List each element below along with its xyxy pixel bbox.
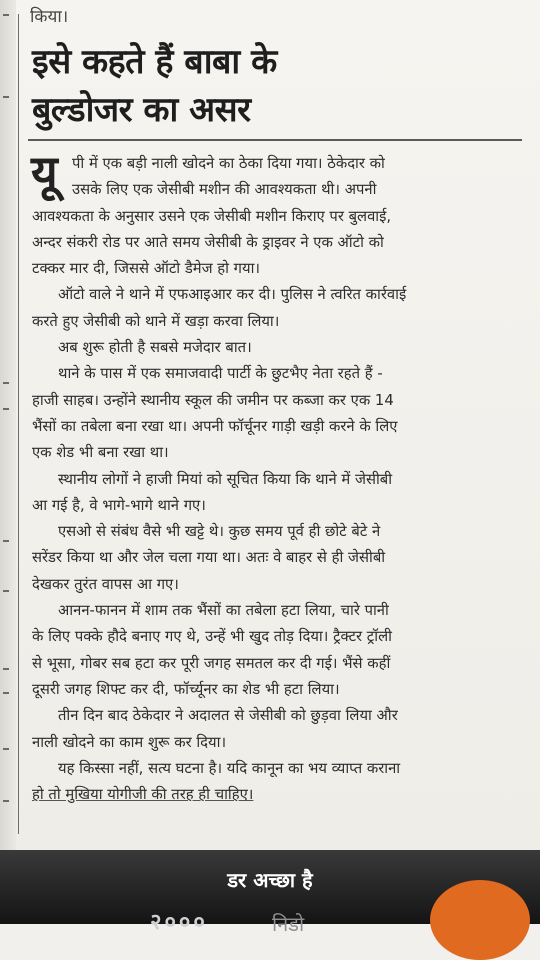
headline-divider <box>28 139 522 141</box>
article-line: एसओ से संबंध वैसे भी खट्टे थे। कुछ समय पूर्व ही छोटे बेटे ने <box>58 523 381 541</box>
drop-cap: यू <box>31 145 58 199</box>
article-line: एक शेड भी बना रखा था। <box>32 444 169 462</box>
gutter-mark <box>3 540 9 542</box>
article-line: आवश्यकता के अनुसार उसने एक जेसीबी मशीन किराए पर बुलवाई, <box>32 207 392 225</box>
article-line: उसके लिए एक जेसीबी मशीन की आवश्यकता थी। अपनी <box>72 181 377 199</box>
article-line: तीन दिन बाद ठेकेदार ने अदालत से जेसीबी को छुड़वा लिया और <box>58 707 398 725</box>
footer-caption: डर अच्छा है <box>227 868 313 892</box>
article-body <box>32 151 524 808</box>
headline <box>32 38 522 134</box>
gutter-mark <box>3 748 9 750</box>
article-line: हो तो मुखिया योगीजी की तरह ही चाहिए। <box>32 786 254 804</box>
article-line: आनन-फानन में शाम तक भैंसों का तबेला हटा लिया, चारे पानी <box>58 602 389 620</box>
gutter-mark <box>3 96 9 98</box>
previous-column-edge <box>0 0 16 850</box>
article-line: हाजी साहब। उन्होंने स्थानीय स्कूल की जमीन पर कब्जा कर एक 14 <box>32 391 394 409</box>
article-line: पी में एक बड़ी नाली खोदने का ठेका दिया गया। ठेकेदार को <box>72 155 385 172</box>
article-line: ऑटो वाले ने थाने में एफआइआर कर दी। पुलिस ने त्वरित कार्रवाई <box>58 286 407 304</box>
gutter-mark <box>3 408 9 410</box>
article-line: अन्दर संकरी रोड पर आते समय जेसीबी के ड्राइवर ने एक ऑटो को <box>32 233 384 251</box>
article-line: टक्कर मार दी, जिससे ऑटो डैमेज हो गया। <box>32 260 261 278</box>
article-line: यह किस्सा नहीं, सत्य घटना है। यदि कानून का भय व्याप्त कराना <box>58 759 401 777</box>
footer-partial-number: २००० <box>150 910 208 935</box>
article-line: भैंसों का तबेला बना रखा था। अपनी फॉर्चूनर गाड़ी खड़ी करने के लिए <box>32 417 398 435</box>
article-line: आ गई है, वे भागे-भागे थाने गए। <box>32 496 206 514</box>
gutter-mark <box>3 14 9 16</box>
footer-partial-text: निडो <box>272 912 305 936</box>
gutter-mark <box>3 800 9 802</box>
gutter-mark <box>3 668 9 670</box>
headline-line-2: बुल्डोजर का असर <box>32 90 251 130</box>
article-line: से भूसा, गोबर सब हटा कर पूरी जगह समतल कर दी गई। भैंसे कहीं <box>32 654 391 672</box>
gutter-mark <box>3 590 9 592</box>
article-line: सरेंडर किया था और जेल चला गया था। अतः वे बाहर से ही जेसीबी <box>32 549 386 567</box>
article-line: स्थानीय लोगों ने हाजी मियां को सूचित किया कि थाने में जेसीबी <box>58 470 393 488</box>
previous-article-tail: किया। <box>30 7 69 27</box>
article-line: के लिए पक्के हौदे बनाए गए थे, उन्हें भी खुद तोड़ दिया। ट्रैक्टर ट्रॉली <box>32 628 392 646</box>
article-line: नाली खोदने का काम शुरू कर दिया। <box>32 733 227 751</box>
article-line: दूसरी जगह शिफ्ट कर दी, फॉर्च्यूनर का शेड भी हटा लिया। <box>32 680 340 698</box>
article-line: अब शुरू होती है सबसे मजेदार बात। <box>58 339 252 357</box>
column-divider <box>18 14 19 834</box>
headline-line-1: इसे कहते हैं बाबा के <box>32 42 277 82</box>
article-line: देखकर तुरंत वापस आ गए। <box>32 575 179 593</box>
article-line: करते हुए जेसीबी को थाने में खड़ा करवा लिया। <box>32 312 280 330</box>
gutter-mark <box>3 692 9 694</box>
article-line: थाने के पास में एक समाजवादी पार्टी के छुटभैए नेता रहते हैं - <box>58 365 383 383</box>
gutter-mark <box>3 382 9 384</box>
